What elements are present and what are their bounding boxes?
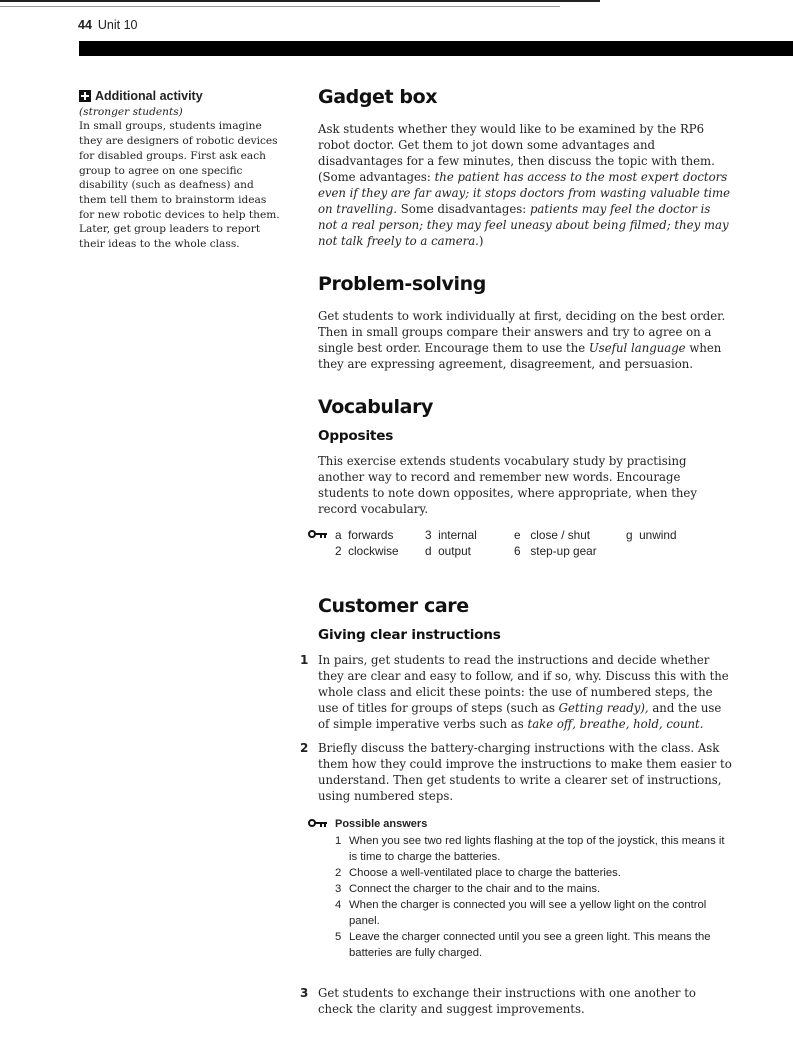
plus-box-icon — [79, 90, 91, 102]
instruction-item-3: 3 Get students to exchange their instructions with one another to check the clarity and suggest improvements. — [300, 986, 696, 1016]
answer-d: d output — [425, 544, 471, 558]
unit-label: Unit 10 — [97, 18, 138, 32]
item-number: 2 — [300, 741, 309, 755]
additional-activity-heading — [79, 89, 284, 104]
key-icon — [308, 818, 328, 828]
main-column — [300, 84, 733, 1025]
page-number: 44 — [78, 18, 92, 32]
item-number: 1 — [300, 653, 309, 667]
gadget-box-section — [318, 84, 733, 249]
problem-solving-section — [318, 271, 733, 372]
additional-activity-body: In small groups, students imagine they are designers of robotic devices for disabled groups. First ask each group to agree on one specific disability (such as deafness) and them tell them to brainstorm ideas for new robotic devices to help them. Later, get group leaders to report their ideas to the whole class. — [79, 120, 280, 251]
vocabulary-answer-key — [318, 527, 733, 561]
giving-clear-instructions-subtitle: Giving clear instructions — [318, 627, 501, 643]
answer-6: 6 step-up gear — [514, 544, 597, 558]
possible-answers — [318, 816, 733, 961]
customer-care-title: Customer care — [318, 595, 469, 617]
list-item: 1 When you see two red lights flashing at the top of the joystick, this means it is time to charge the batteries. — [335, 835, 725, 863]
key-icon — [308, 529, 328, 539]
vocabulary-section — [318, 394, 733, 561]
problem-solving-title: Problem-solving — [318, 273, 486, 295]
list-item: 5 Leave the charger connected until you see a green light. This means the batteries are fully charged. — [335, 931, 711, 959]
list-item: 4 When the charger is connected you will see a yellow light on the control panel. — [335, 899, 707, 927]
customer-care-section — [300, 593, 733, 1017]
top-rule — [0, 0, 600, 2]
answer-g: g unwind — [626, 528, 677, 542]
header-bar — [79, 41, 793, 56]
additional-activity-title: Additional activity — [95, 89, 203, 103]
answer-3: 3 internal — [425, 528, 477, 542]
answer-a: a forwards — [335, 528, 394, 542]
gadget-box-text: Ask students whether they would like to be examined by the RP6 robot doctor. Get them to jot down some advantages and disadvantages for a few minutes, then discuss the topic with them. (Some advantages: the patient has access to the most expert doctors even if they are far away; it stops doctors from wasting valuable time on travelling. Some disadvantages: patients may feel the doctor is not a real person; they may feel uneasy about being filmed; they may not talk freely to a camera.) — [318, 122, 731, 248]
vocabulary-text: This exercise extends students vocabulary study by practising another way to record and remember new words. Encourage students to note down opposites, where appropriate, when they record vocabulary. — [318, 454, 697, 516]
possible-answers-list — [318, 833, 733, 961]
instruction-item-2: 2 Briefly discuss the battery-charging instructions with the class. Ask them how they could improve the instructions to make them easier to understand. Then get students to write a clearer set of instructions, using numbered steps. — [300, 741, 732, 803]
top-rule-thin — [0, 6, 560, 7]
page-header — [78, 18, 138, 32]
possible-answers-title: Possible answers — [335, 818, 428, 830]
item-number: 3 — [300, 986, 309, 1000]
additional-activity-subtitle: (stronger students) — [79, 105, 183, 118]
gadget-box-title: Gadget box — [318, 86, 438, 108]
opposites-subtitle: Opposites — [318, 428, 394, 444]
list-item: 2 Choose a well-ventilated place to charge the batteries. — [335, 867, 621, 879]
instruction-item-1: 1 In pairs, get students to read the instructions and decide whether they are clear and easy to follow, and if so, why. Discuss this with the whole class and elicit these points: the use of numbered steps, the use of titles for groups of steps (such as Getting ready), and the use of simple imperative verbs such as take off, breathe, hold, count. — [300, 653, 729, 731]
answer-2: 2 clockwise — [335, 544, 399, 558]
list-item: 3 Connect the charger to the chair and to the mains. — [335, 883, 601, 895]
problem-solving-text: Get students to work individually at first, deciding on the best order. Then in small groups compare their answers and try to agree on a single best order. Encourage them to use the Useful language when they are expressing agreement, disagreement, and persuasion. — [318, 309, 726, 371]
answer-e: e close / shut — [514, 528, 591, 542]
additional-activity-box — [79, 89, 284, 252]
vocabulary-title: Vocabulary — [318, 396, 434, 418]
